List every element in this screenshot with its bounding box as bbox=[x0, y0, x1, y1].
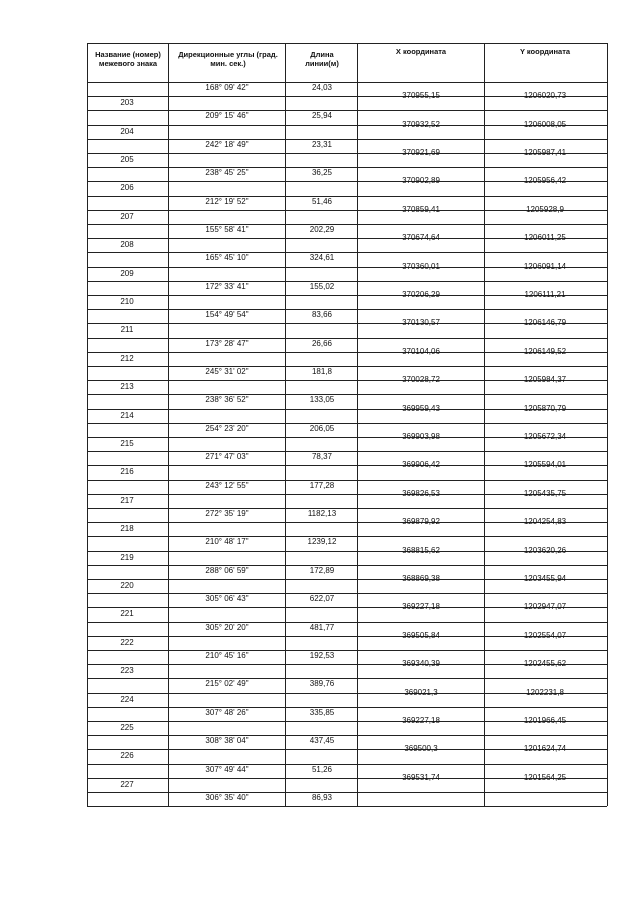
line-length-cell: 86,93 bbox=[311, 793, 333, 802]
point-name-cell: 225 bbox=[120, 723, 134, 732]
point-name-cell: 208 bbox=[120, 240, 134, 250]
x-coordinate-cell: 370902,89 bbox=[402, 176, 440, 186]
direction-angle-cell: 307° 49' 44" bbox=[205, 764, 249, 774]
direction-angle-cell: 210° 48' 17" bbox=[205, 537, 249, 547]
y-coordinate-cell: 1206008,05 bbox=[523, 119, 567, 129]
point-name-cell: 227 bbox=[120, 779, 134, 789]
x-coordinate-cell: 370859,41 bbox=[402, 204, 440, 214]
y-coordinate-cell: 1202455,62 bbox=[523, 659, 567, 669]
x-coordinate-cell: 369826,53 bbox=[402, 488, 440, 498]
direction-angle-cell: 154° 49' 54" bbox=[205, 310, 249, 320]
y-coordinate-cell: 1202554,07 bbox=[523, 630, 567, 640]
point-name-cell: 215 bbox=[120, 439, 134, 448]
y-coordinate-cell: 1205984,37 bbox=[523, 375, 567, 385]
x-coordinate-cell: 369903,98 bbox=[402, 432, 440, 441]
x-coordinate-cell: 369531,74 bbox=[402, 772, 440, 782]
y-coordinate-cell: 1205672,34 bbox=[523, 432, 567, 441]
direction-angle-cell: 172° 33' 41" bbox=[205, 281, 249, 291]
point-name-cell: 219 bbox=[120, 552, 134, 562]
direction-angle-cell: 272° 35' 19" bbox=[205, 509, 249, 518]
line-length-cell: 155,02 bbox=[309, 281, 335, 291]
line-length-cell: 51,26 bbox=[311, 764, 333, 774]
line-length-cell: 437,45 bbox=[309, 736, 335, 746]
point-name-cell: 203 bbox=[120, 98, 134, 108]
y-coordinate-cell: 1205594,01 bbox=[523, 460, 567, 470]
x-coordinate-cell: 369227,18 bbox=[402, 716, 440, 725]
point-name-cell: 222 bbox=[120, 637, 134, 647]
x-coordinate-cell: 369227,18 bbox=[402, 602, 440, 612]
line-length-cell: 51,46 bbox=[311, 196, 333, 206]
header-x: X координата bbox=[395, 47, 447, 56]
line-length-cell: 24,03 bbox=[311, 83, 333, 92]
line-length-cell: 1239,12 bbox=[307, 537, 337, 547]
direction-angle-cell: 243° 12' 55" bbox=[205, 480, 249, 490]
x-coordinate-cell: 368869,38 bbox=[402, 574, 440, 583]
line-length-cell: 335,85 bbox=[309, 707, 335, 717]
y-coordinate-cell: 1201966,45 bbox=[523, 716, 567, 725]
x-coordinate-cell: 369879,92 bbox=[402, 517, 440, 527]
direction-angle-cell: 155° 58' 41" bbox=[205, 225, 249, 234]
direction-angle-cell: 254° 23' 20" bbox=[205, 423, 249, 433]
line-length-cell: 181,8 bbox=[311, 367, 333, 376]
line-length-cell: 26,66 bbox=[311, 338, 333, 348]
x-coordinate-cell: 369021,3 bbox=[404, 687, 438, 697]
point-name-cell: 206 bbox=[120, 183, 134, 193]
y-coordinate-cell: 1201624,74 bbox=[523, 744, 567, 754]
line-length-cell: 36,25 bbox=[311, 168, 333, 178]
line-length-cell: 481,77 bbox=[309, 622, 335, 632]
line-length-cell: 177,28 bbox=[309, 480, 335, 490]
line-length-cell: 23,31 bbox=[311, 139, 333, 149]
x-coordinate-cell: 370206,29 bbox=[402, 290, 440, 299]
point-name-cell: 213 bbox=[120, 382, 134, 392]
direction-angle-cell: 212° 19' 52" bbox=[205, 196, 249, 206]
point-name-cell: 212 bbox=[120, 353, 134, 363]
x-coordinate-cell: 369500,3 bbox=[404, 744, 438, 754]
point-name-cell: 204 bbox=[120, 126, 134, 136]
y-coordinate-cell: 1205435,75 bbox=[523, 488, 567, 498]
y-coordinate-cell: 1206111,21 bbox=[524, 290, 566, 299]
x-coordinate-cell: 370932,52 bbox=[402, 119, 440, 129]
y-coordinate-cell: 1205928,9 bbox=[526, 204, 564, 214]
point-name-cell: 209 bbox=[120, 268, 134, 278]
direction-angle-cell: 306° 35' 40" bbox=[205, 793, 249, 802]
table-row-rule bbox=[87, 806, 607, 807]
x-coordinate-cell: 369959,43 bbox=[402, 403, 440, 413]
direction-angle-cell: 308° 38' 04" bbox=[205, 736, 249, 746]
point-name-cell: 221 bbox=[120, 609, 134, 619]
direction-angle-cell: 305° 06' 43" bbox=[205, 594, 249, 604]
line-length-cell: 192,53 bbox=[309, 651, 335, 660]
direction-angle-cell: 271° 47' 03" bbox=[205, 452, 249, 462]
x-coordinate-cell: 370955,15 bbox=[402, 91, 440, 101]
line-length-cell: 206,05 bbox=[309, 423, 335, 433]
line-length-cell: 202,29 bbox=[309, 225, 335, 234]
x-coordinate-cell: 369340,39 bbox=[402, 659, 440, 669]
direction-angle-cell: 238° 36' 52" bbox=[205, 395, 249, 405]
point-name-cell: 205 bbox=[120, 155, 134, 164]
y-coordinate-cell: 1205956,42 bbox=[523, 176, 567, 186]
y-coordinate-cell: 1206011,25 bbox=[524, 233, 566, 243]
direction-angle-cell: 209° 15' 46" bbox=[205, 111, 249, 121]
x-coordinate-cell: 370130,57 bbox=[402, 318, 440, 328]
line-length-cell: 172,89 bbox=[309, 565, 335, 575]
x-coordinate-cell: 370028,72 bbox=[402, 375, 440, 385]
direction-angle-cell: 245° 31' 02" bbox=[205, 367, 249, 376]
point-name-cell: 211 bbox=[120, 325, 134, 335]
line-length-cell: 78,37 bbox=[311, 452, 333, 462]
line-length-cell: 389,76 bbox=[309, 679, 335, 689]
point-name-cell: 217 bbox=[120, 495, 134, 505]
x-coordinate-cell: 369906,42 bbox=[402, 460, 440, 470]
x-coordinate-cell: 370360,01 bbox=[402, 261, 440, 271]
direction-angle-cell: 305° 20' 20" bbox=[205, 622, 249, 632]
y-coordinate-cell: 1203455,94 bbox=[523, 574, 567, 583]
x-coordinate-cell: 369505,84 bbox=[402, 630, 440, 640]
direction-angle-cell: 307° 48' 26" bbox=[205, 707, 249, 717]
point-name-cell: 214 bbox=[120, 410, 134, 420]
point-name-cell: 220 bbox=[120, 581, 134, 590]
line-length-cell: 622,07 bbox=[309, 594, 335, 604]
y-coordinate-cell: 1201564,25 bbox=[523, 772, 567, 782]
y-coordinate-cell: 1203620,26 bbox=[523, 545, 567, 555]
direction-angle-cell: 242° 18' 49" bbox=[205, 139, 249, 149]
point-name-cell: 224 bbox=[120, 694, 134, 704]
point-name-cell: 210 bbox=[120, 297, 134, 306]
header-length: Длина линии(м) bbox=[305, 50, 339, 68]
point-name-cell: 218 bbox=[120, 524, 134, 534]
line-length-cell: 83,66 bbox=[311, 310, 333, 320]
table-top-rule bbox=[87, 43, 607, 44]
table-vertical-rule bbox=[607, 43, 608, 806]
direction-angle-cell: 165° 45' 10" bbox=[205, 253, 249, 263]
point-name-cell: 226 bbox=[120, 751, 134, 761]
y-coordinate-cell: 1206091,14 bbox=[523, 261, 567, 271]
line-length-cell: 25,94 bbox=[311, 111, 333, 121]
x-coordinate-cell: 370921,69 bbox=[402, 148, 440, 157]
direction-angle-cell: 168° 09' 42" bbox=[205, 83, 249, 92]
x-coordinate-cell: 370104,06 bbox=[402, 346, 440, 356]
direction-angle-cell: 210° 45' 16" bbox=[205, 651, 249, 660]
direction-angle-cell: 238° 45' 25" bbox=[205, 168, 249, 178]
direction-angle-cell: 288° 06' 59" bbox=[205, 565, 249, 575]
line-length-cell: 133,05 bbox=[309, 395, 335, 405]
y-coordinate-cell: 1206146,79 bbox=[523, 318, 567, 328]
x-coordinate-cell: 370674,64 bbox=[402, 233, 440, 243]
point-name-cell: 207 bbox=[120, 211, 134, 221]
y-coordinate-cell: 1205987,41 bbox=[523, 148, 567, 157]
y-coordinate-cell: 1206149,52 bbox=[523, 346, 567, 356]
y-coordinate-cell: 1205870,79 bbox=[523, 403, 567, 413]
direction-angle-cell: 173° 28' 47" bbox=[205, 338, 249, 348]
header-name: Название (номер) межевого знака bbox=[95, 50, 161, 68]
line-length-cell: 1182,13 bbox=[307, 509, 337, 518]
point-name-cell: 216 bbox=[120, 467, 134, 477]
x-coordinate-cell: 368815,62 bbox=[402, 545, 440, 555]
y-coordinate-cell: 1204254,83 bbox=[523, 517, 567, 527]
line-length-cell: 324,61 bbox=[309, 253, 335, 263]
header-angle: Дирекционные углы (град. мин. сек.) bbox=[178, 50, 278, 68]
direction-angle-cell: 215° 02' 49" bbox=[205, 679, 249, 689]
point-name-cell: 223 bbox=[120, 666, 134, 676]
y-coordinate-cell: 1206020,73 bbox=[523, 91, 567, 101]
y-coordinate-cell: 1202947,07 bbox=[523, 602, 567, 612]
y-coordinate-cell: 1202231,8 bbox=[526, 687, 564, 697]
header-y: Y координата bbox=[519, 47, 571, 56]
